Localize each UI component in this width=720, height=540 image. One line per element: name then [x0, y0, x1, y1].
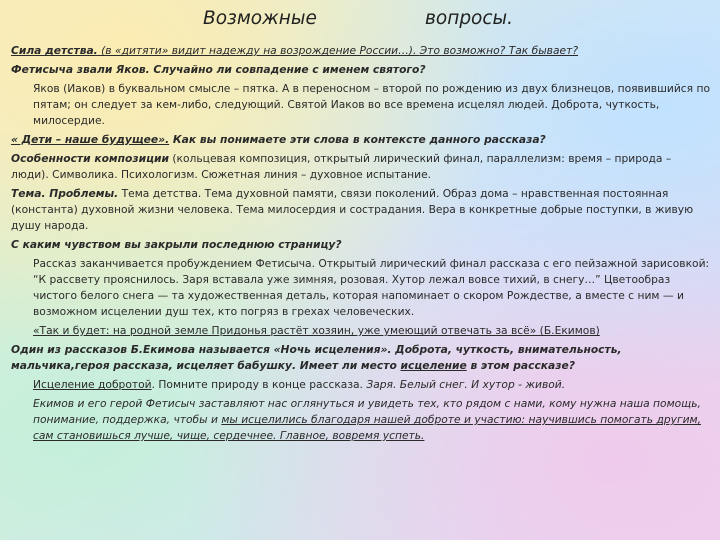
- title-word-1: Возможные: [203, 8, 317, 29]
- question-healing-night: [11, 342, 711, 374]
- composition-lead: Особенности композиции: [11, 152, 169, 165]
- answer-healing-mid: . Помните природу в конце рассказа.: [151, 378, 367, 391]
- question-childhood-strength: [11, 43, 711, 59]
- answer-healing-lead: Исцеление добротой: [33, 378, 152, 391]
- question-name-coincidence: Фетисыча звали Яков. Случайно ли совпадение с именем святого?: [11, 63, 426, 76]
- composition-features: [11, 151, 711, 183]
- conclusion-text1: Екимов и его герой Фетисыч заставляют нас оглянуться и увидеть тех, кто рядом с нами, кому нужна наша помощь, понимание, поддержка, чтобы и: [33, 397, 701, 426]
- answer-healing-end: Заря. Белый снег. И хутор - живой.: [366, 378, 566, 391]
- composition-rest: (кольцевая композиция, открытый лирический финал, параллелизм: время – природа – люди). Символика. Психологизм. Сюжетная линия – духовное испытание.: [11, 152, 672, 181]
- title-word-2: вопросы.: [425, 8, 514, 29]
- slide-title: [0, 8, 720, 34]
- question-childhood-end: Это возможно? Так бывает?: [419, 44, 579, 57]
- conclusion-paragraph: [11, 396, 711, 444]
- question-childhood-mid: (в «дитяти» видит надежду на возрождение России…).: [97, 44, 420, 57]
- question-healing-text2: в этом рассказе?: [466, 359, 575, 372]
- conclusion-underlined: мы исцелились благодаря нашей доброте и участию: научившись помогать другим, сам становишься лучше, чище, сердечнее. Главное, вовремя успеть.: [33, 413, 701, 442]
- theme-lead: Тема. Проблемы.: [11, 187, 119, 200]
- question-childhood-lead: Сила детства.: [11, 44, 98, 57]
- question-healing-text1: Один из рассказов Б.Екимова называется «Ночь исцеления». Доброта, чуткость, внимательность, мальчика,героя рассказа, исцеляет бабушку. Имеет ли место: [11, 343, 622, 372]
- answer-final: Рассказ заканчивается пробуждением Фетисыча. Открытый лирический финал рассказа с его пейзажной зарисовкой: “К рассвету прояснилось. Заря вставала уже зимняя, розовая. Хутор лежал вовсе тихий, в снегу…” Цветообраз чистого белого снега — та художественная деталь, которая напоминает о скором Рождестве, а вместе с ним — и возможном исцелении душ тех, кто погряз в грехах человеческих.: [33, 257, 710, 318]
- ekimov-quote: «Так и будет: на родной земле Придонья растёт хозяин, уже умеющий отвечать за всё» (Б.Екимов): [33, 324, 600, 337]
- theme-rest: Тема детства. Тема духовной памяти, связи поколений. Образ дома – нравственная постоянная (константа) духовной жизни человека. Тема милосердия и сострадания. Вера в конкретные добрые поступки, в живую душу народа.: [11, 187, 694, 232]
- question-healing-underlined: исцеление: [400, 359, 467, 372]
- question-children-future: [11, 132, 711, 148]
- question-children-lead: « Дети – наше будущее».: [11, 133, 170, 146]
- answer-name-meaning: Яков (Иаков) в буквальном смысле – пятка. А в переносном – второй по рождению из двух близнецов, появившийся по пятам; он следует за кем-либо, следующий. Святой Иаков во все времена исцелял людей. Доброта, чуткость, милосердие.: [33, 82, 710, 127]
- theme-problems: [11, 186, 711, 234]
- question-children-rest: Как вы понимаете эти слова в контексте данного рассказа?: [169, 133, 546, 146]
- questions-content: [11, 43, 711, 447]
- question-last-page: С каким чувством вы закрыли последнюю страницу?: [11, 238, 342, 251]
- answer-healing-kindness: [11, 377, 711, 393]
